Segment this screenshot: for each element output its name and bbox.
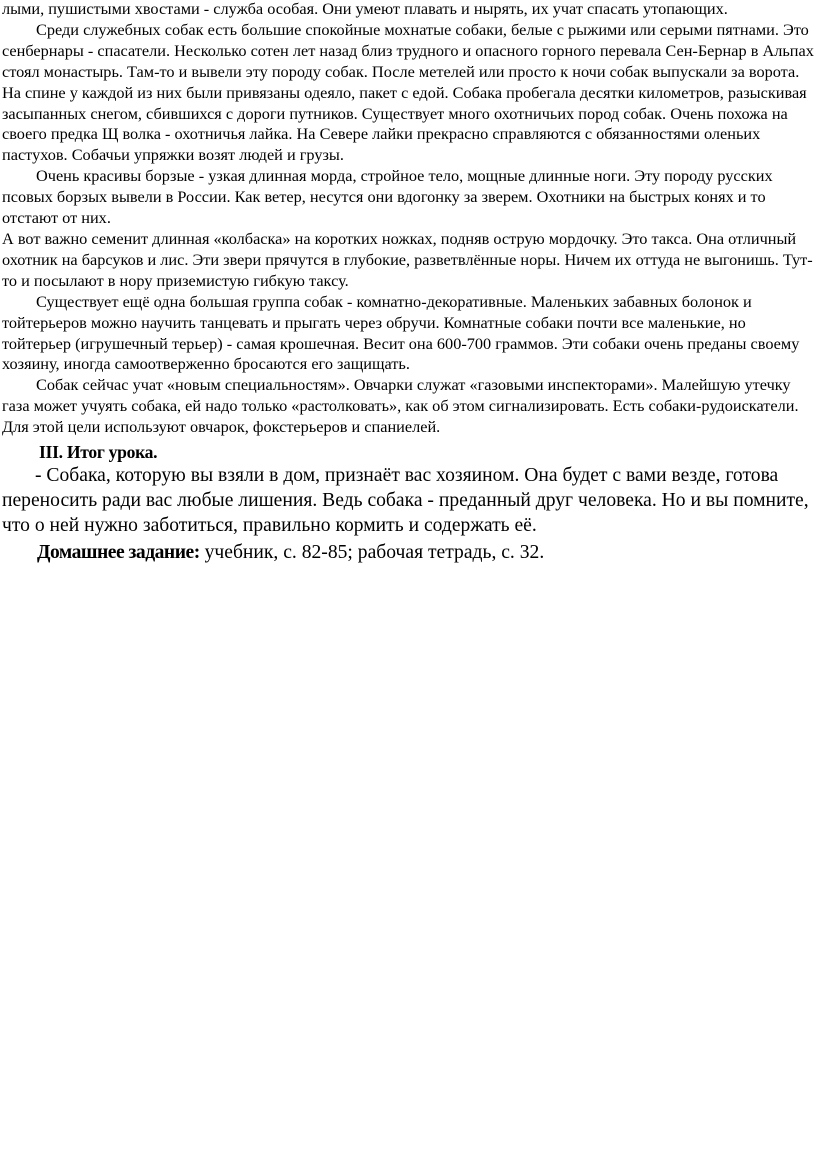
section-heading-lesson-summary: III. Итог урока. (39, 442, 158, 463)
lesson-summary-text: - Собака, которую вы взяли в дом, признаёт вас хозяином. Она будет с вами везде, готова переносить ради вас любые лишения. Ведь собака - преданный друг человека. Но и вы помните, что о ней нужно заботиться, правильно кормить и содержать её. (2, 465, 809, 537)
paragraph-borzoi: Очень красивы борзые - узкая длинная морда, стройное тело, мощные длинные ноги. Эту породу русских псовых борзых вывели в России. Как ветер, несутся они вдогонку за зверем. Охотники на быстрых конях и то отстают от них. (2, 166, 773, 228)
paragraph-dachshund: А вот важно семенит длинная «колбаска» на коротких ножках, подняв острую мордочку. Это такса. Она отличный охотник на барсуков и лис. Эти звери прячутся в глубокие, разветвлённые норы. Ничем их оттуда не выгонишь. Тут-то и посылают в нору приземистую гибкую таксу. (2, 228, 813, 290)
homework-label: Домашнее задание: (37, 541, 200, 563)
paragraph-new-specialties: Собак сейчас учат «новым специальностям». Овчарки служат «газовыми инспекторами». Малейшую утечку газа может учуять собака, ей надо только «растолковать», как об этом сигнализировать. Есть собаки-рудоискатели. Для этой цели используют овчарок, фокстерьеров и спаниелей. (2, 375, 799, 437)
paragraph-rescue-dogs-continued: лыми, пушистыми хвостами - служба особая. Они умеют плавать и нырять, их учат спасать утопающих. (2, 0, 728, 18)
paragraph-toy-dogs: Существует ещё одна большая группа собак - комнатно-декоративные. Маленьких забавных болонок и тойтерьеров можно научить танцевать и прыгать через обручи. Комнатные собаки почти все маленькие, но тойтерьер (игрушечный терьер) - самая крошечная. Весит она 600-700 граммов. Эти собаки очень преданы своему хозяину, иногда самоотверженно бросаются его защищать. (2, 291, 800, 374)
homework-text: учебник, с. 82-85; рабочая тетрадь, с. 32. (199, 541, 545, 563)
document-page (0, 0, 814, 565)
paragraph-saint-bernards: Среди служебных собак есть большие спокойные мохнатые собаки, белые с рыжими или серыми пятнами. Это сенбернары - спасатели. Несколько сотен лет назад близ трудного и опасного горного перевала Сен-Бернар в Альпах стоял монастырь. Там-то и вывели эту породу собак. После метелей или просто к ночи собак выпускали за ворота. На спине у каждой из них были привязаны одеяло, пакет с едой. Собака пробегала десятки километров, разыскивая засыпанных снегом, сбившихся с дороги путников. Существует много охотничьих пород собак. Очень похожа на своего предка Щ волка - охотничья лайка. На Севере лайки прекрасно справляются с обязанностями оленьих пастухов. Собачьи упряжки возят людей и грузы. (2, 19, 814, 165)
homework-line (2, 540, 814, 565)
